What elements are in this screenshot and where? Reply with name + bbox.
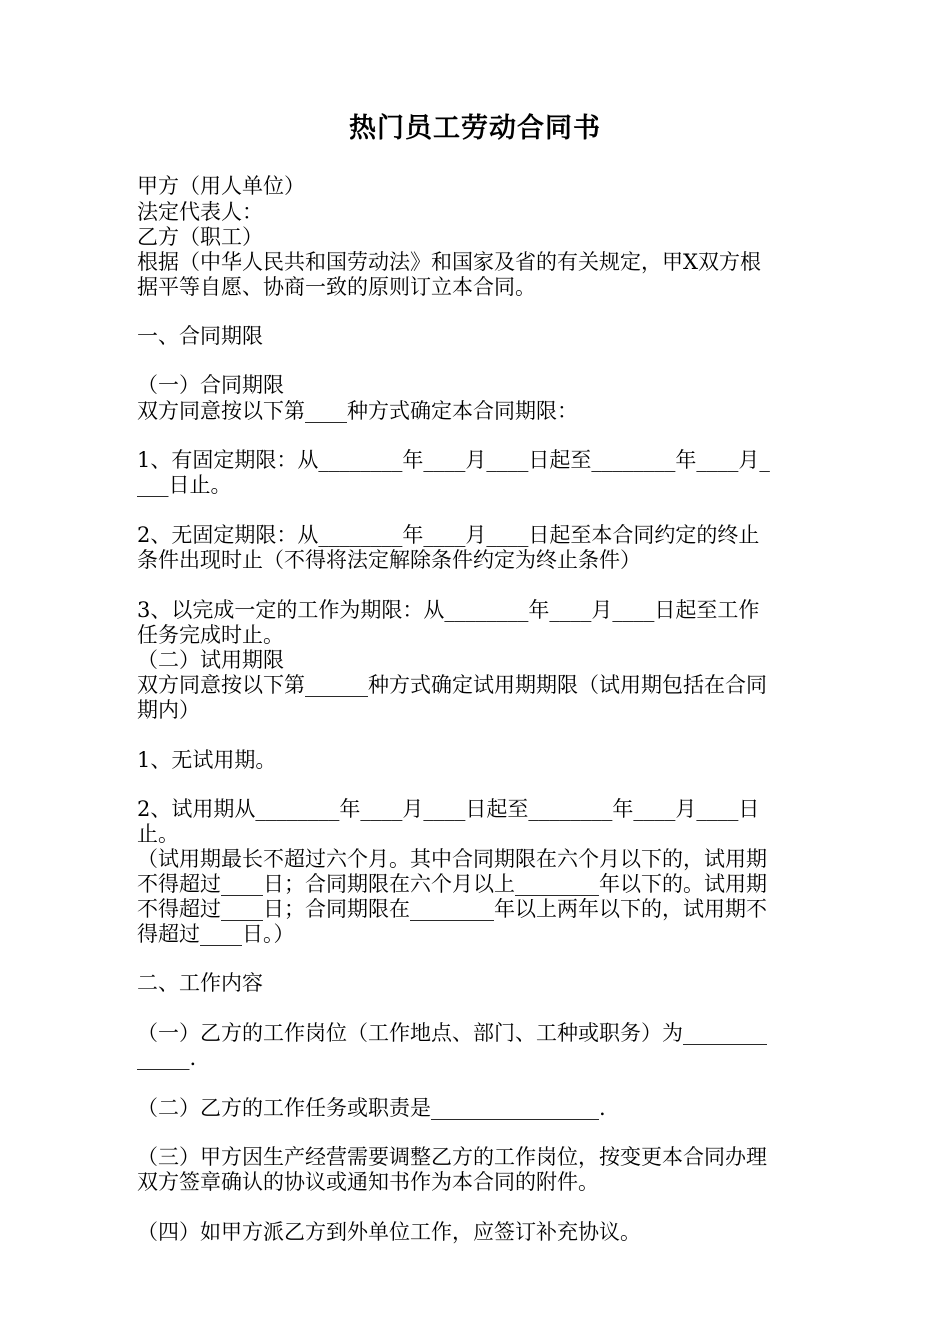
section-1-heading: 一、合同期限 — [137, 324, 263, 348]
document-title: 热门员工劳动合同书 — [349, 113, 601, 144]
probation-period-line-1: 2、试用期从________年____月____日起至________年____月____日 — [137, 797, 760, 821]
probation-note-line-1: （试用期最长不超过六个月。其中合同期限在六个月以下的，试用期 — [137, 847, 767, 871]
job-adjustment-line-2: 双方签章确认的协议或通知书作为本合同的附件。 — [137, 1170, 599, 1194]
probation-note-line-3: 不得超过____日；合同期限在________年以上两年以下的，试用期不 — [137, 897, 767, 921]
party-a-label: 甲方（用人单位） — [137, 174, 305, 198]
probation-method-line-2: 期内） — [137, 698, 200, 722]
open-term-line-1: 2、无固定期限：从________年____月____日起至本合同约定的终止 — [137, 523, 760, 547]
subsection-contract-term: （一）合同期限 — [137, 373, 284, 397]
subsection-probation: （二）试用期限 — [137, 648, 284, 672]
job-adjustment-line-1: （三）甲方因生产经营需要调整乙方的工作岗位，按变更本合同办理 — [137, 1145, 767, 1169]
legal-representative-label: 法定代表人： — [137, 200, 263, 224]
external-assignment-line: （四）如甲方派乙方到外单位工作，应签订补充协议。 — [137, 1220, 641, 1244]
job-position-line-1: （一）乙方的工作岗位（工作地点、部门、工种或职务）为________ — [137, 1021, 767, 1045]
job-position-line-2: _____. — [137, 1046, 197, 1070]
task-term-line-2: 任务完成时止。 — [137, 623, 284, 647]
fixed-term-line-2: ___日止。 — [137, 473, 232, 497]
party-b-label: 乙方（职工） — [137, 225, 263, 249]
probation-note-line-4: 得超过____日。） — [137, 922, 295, 946]
section-2-heading: 二、工作内容 — [137, 971, 263, 995]
preamble-line-2: 据平等自愿、协商一致的原则订立本合同。 — [137, 275, 536, 299]
probation-period-line-2: 止。 — [137, 822, 179, 846]
job-duties-line: （二）乙方的工作任务或职责是________________. — [137, 1096, 606, 1120]
probation-method-line-1: 双方同意按以下第______种方式确定试用期期限（试用期包括在合同 — [137, 673, 767, 697]
fixed-term-line-1: 1、有固定期限：从________年____月____日起至________年____月_ — [137, 448, 770, 472]
probation-note-line-2: 不得超过____日；合同期限在六个月以上________年以下的。试用期 — [137, 872, 767, 896]
term-method-line: 双方同意按以下第____种方式确定本合同期限： — [137, 399, 578, 423]
no-probation-line: 1、无试用期。 — [137, 748, 277, 772]
open-term-line-2: 条件出现时止（不得将法定解除条件约定为终止条件） — [137, 548, 641, 572]
preamble-line-1: 根据（中华人民共和国劳动法》和国家及省的有关规定，甲X双方根 — [137, 250, 761, 274]
task-term-line-1: 3、以完成一定的工作为期限：从________年____月____日起至工作 — [137, 598, 760, 622]
